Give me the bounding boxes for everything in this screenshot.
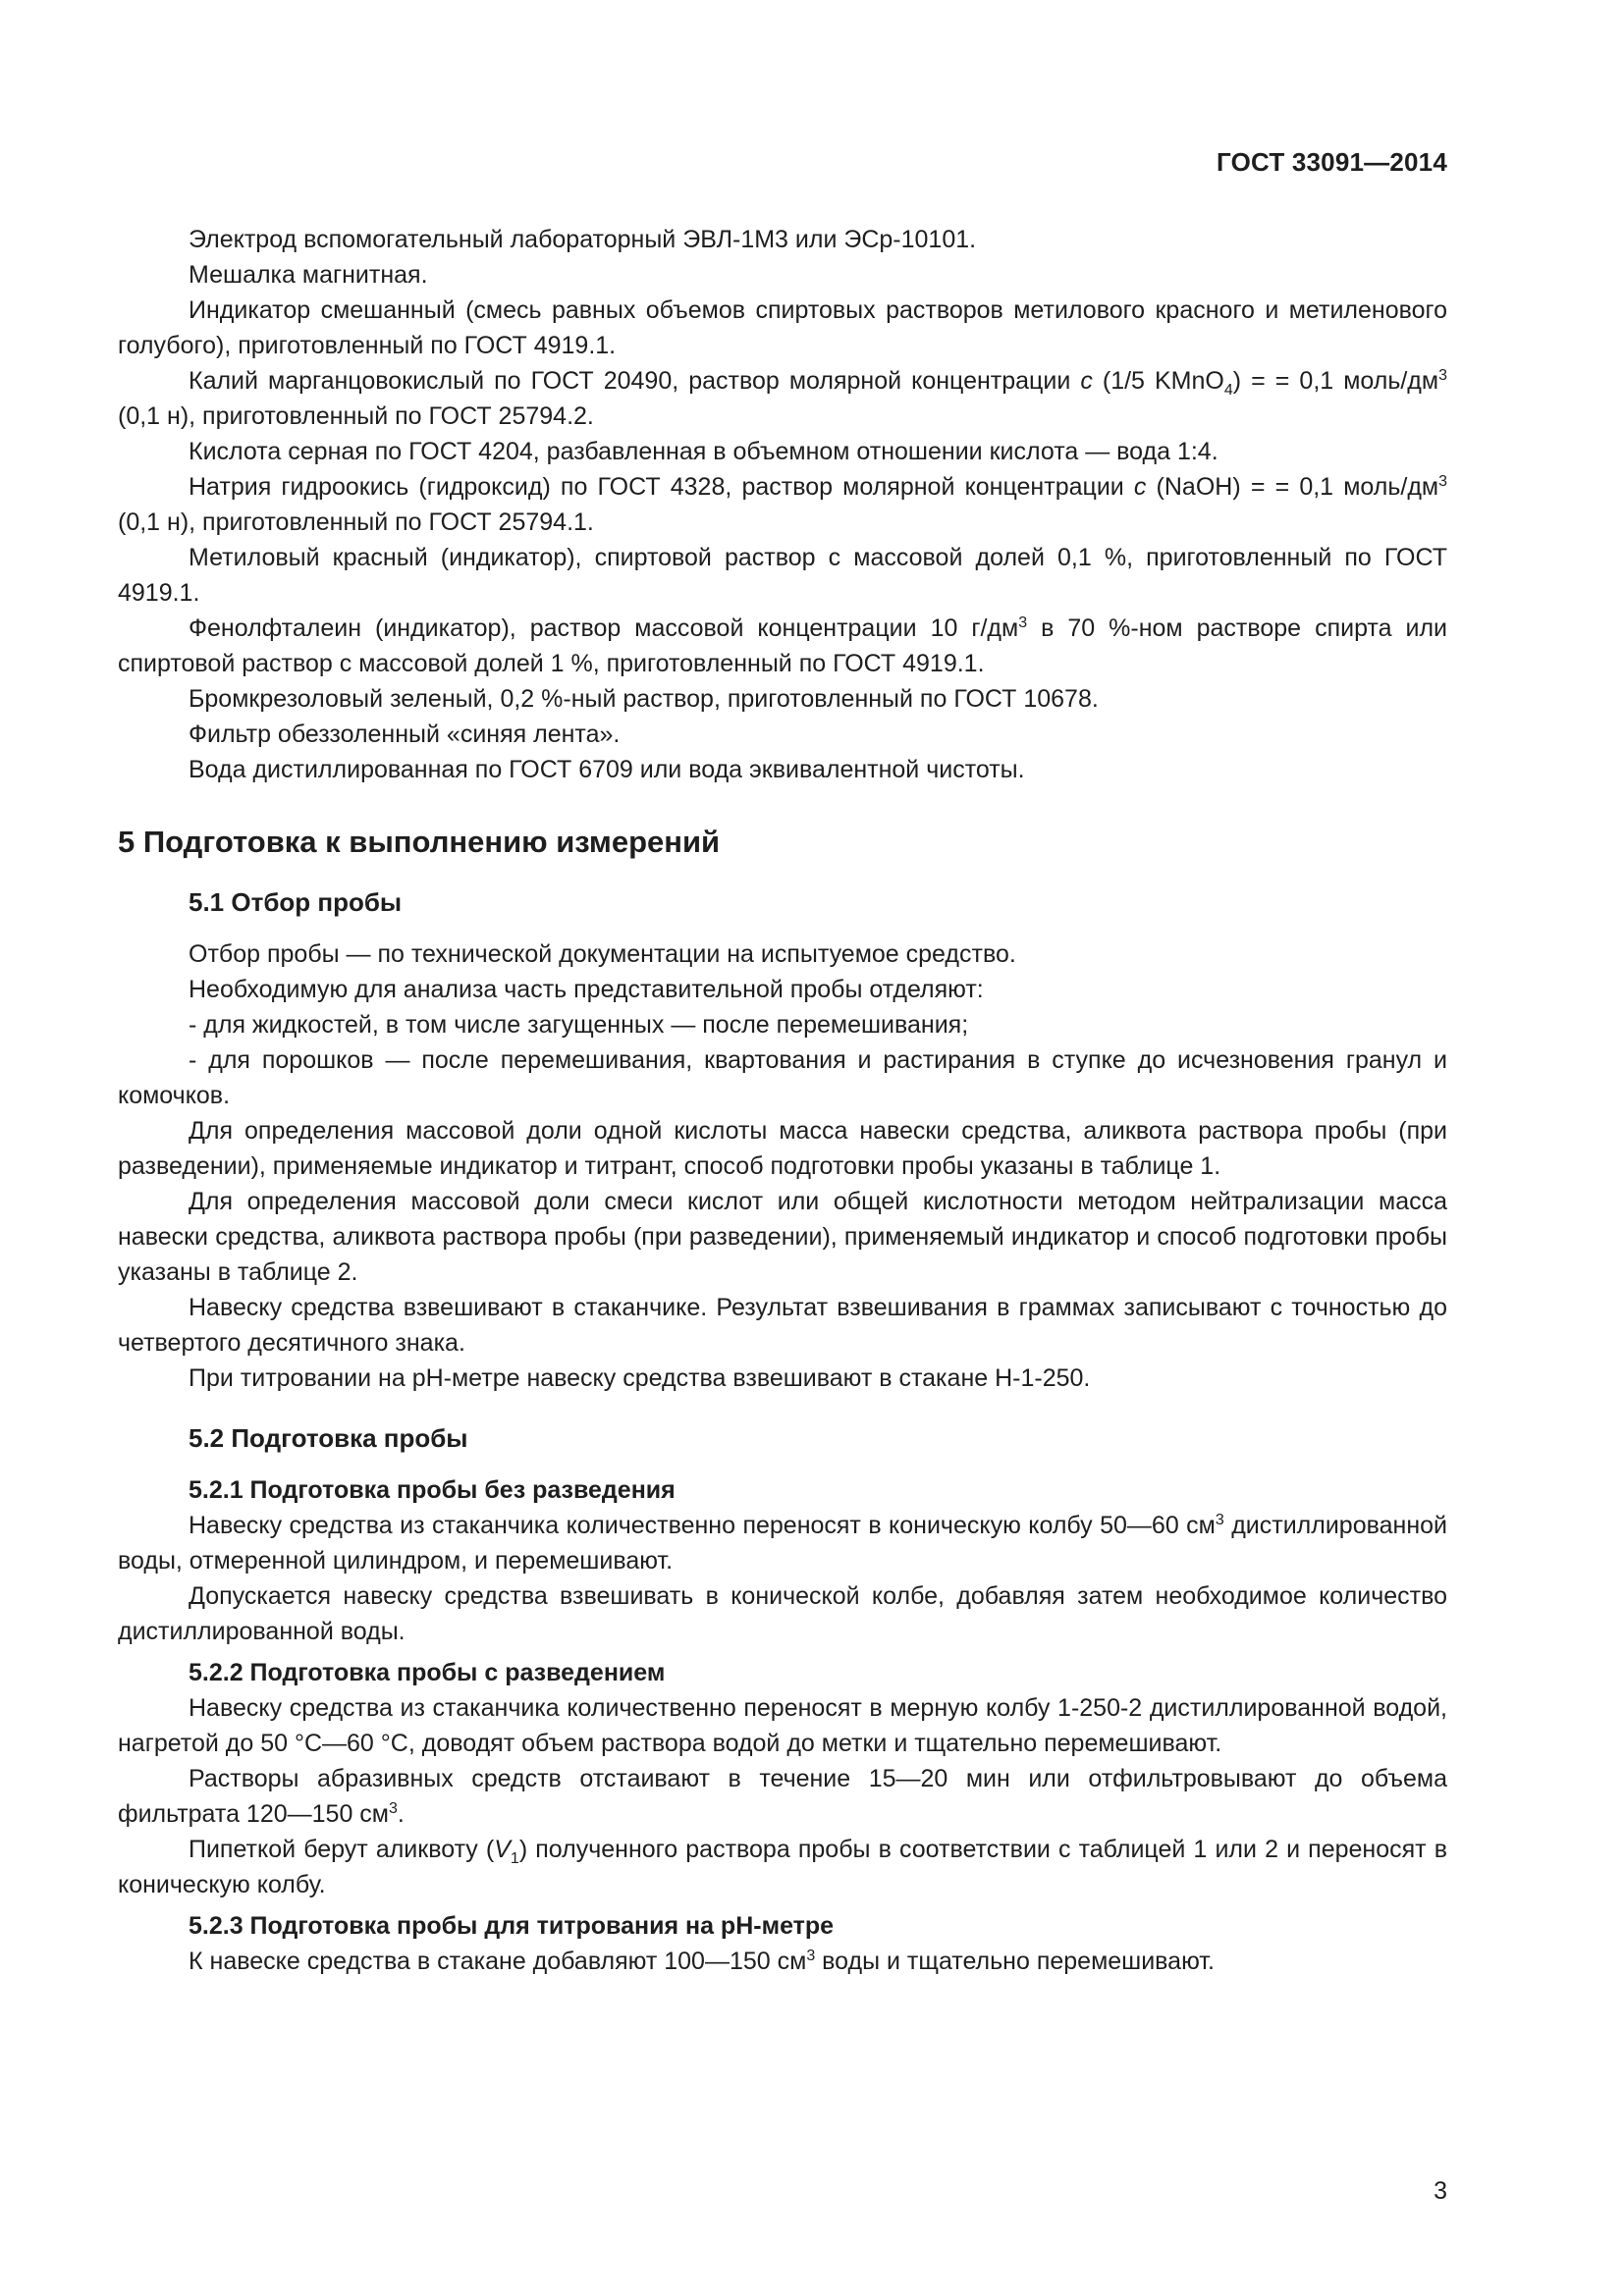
superscript: 3 — [806, 1948, 816, 1964]
paragraph: Для определения массовой доли одной кислоты масса навески средства, аликвота раствора пробы (при разведении), применяемые индикатор и титрант, способ подготовки пробы указаны в таблице 1. — [118, 1117, 1447, 1180]
subscript: 1 — [510, 1850, 519, 1867]
text-run: (1/5 KMnO — [1092, 367, 1224, 395]
subscript: 4 — [1223, 382, 1233, 399]
paragraph: Навеску средства из стаканчика количественно переносят в мерную колбу 1-250-2 дистиллированной водой, нагретой до 50 °С—60 °С, доводят объем раствора водой до метки и тщательно перемешивают. — [118, 1694, 1447, 1757]
text-run: ) полученного раствора пробы в соответствии с таблицей 1 или 2 и переносят в коническую колбу. — [118, 1836, 1447, 1898]
text-run: в 70 %-ном растворе спирта или спиртовой раствор с массовой долей 1 %, приготовленный по ГОСТ 4919.1. — [118, 614, 1447, 677]
superscript: 3 — [1438, 367, 1447, 384]
paragraph: Бромкрезоловый зеленый, 0,2 %-ный раствор, приготовленный по ГОСТ 10678. — [189, 685, 1099, 713]
paragraph: Допускается навеску средства взвешивать в конической колбе, добавляя затем необходимое количество дистиллированной воды. — [118, 1582, 1447, 1645]
superscript: 3 — [388, 1800, 398, 1817]
paragraph: Отбор пробы — по технической документации на испытуемое средство. — [189, 940, 1016, 968]
text-run: К навеске средства в стакане добавляют 100—150 см — [189, 1948, 807, 1975]
paragraph: Мешалка магнитная. — [189, 261, 428, 289]
list-item: - для порошков — после перемешивания, квартования и растирания в ступке до исчезновения гранул и комочков. — [118, 1046, 1447, 1109]
italic-symbol: с — [1080, 367, 1093, 395]
paragraph: Для определения массовой доли смеси кислот или общей кислотности методом нейтрализации масса навески средства, аликвота раствора пробы (при разведении), применяемый индикатор и способ подготовки пробы указаны в таблице 2. — [118, 1188, 1447, 1286]
paragraph — [118, 1761, 1447, 1832]
paragraph — [118, 611, 1447, 681]
subsection-heading-5-2-2: 5.2.2 Подготовка пробы с разведением — [189, 1659, 666, 1686]
text-run: воды и тщательно перемешивают. — [815, 1948, 1215, 1975]
superscript: 3 — [1438, 473, 1447, 490]
subsection-heading-5-2: 5.2 Подготовка пробы — [189, 1423, 468, 1453]
text-run: (0,1 н), приготовленный по ГОСТ 25794.1. — [118, 508, 594, 536]
italic-symbol: V — [494, 1836, 511, 1863]
paragraph: При титровании на рН-метре навеску средства взвешивают в стакане Н-1-250. — [189, 1364, 1091, 1392]
document-id-header: ГОСТ 33091—2014 — [1217, 147, 1447, 177]
paragraph: Кислота серная по ГОСТ 4204, разбавленная в объемном отношении кислота — вода 1:4. — [189, 438, 1218, 465]
paragraph — [118, 1944, 1447, 1979]
paragraph: Электрод вспомогательный лабораторный ЭВЛ-1М3 или ЭСр-10101. — [189, 226, 977, 253]
text-run: (0,1 н), приготовленный по ГОСТ 25794.2. — [118, 402, 594, 430]
text-run: дистиллированной воды, отмеренной цилиндром, и перемешивают. — [118, 1512, 1447, 1575]
text-run: Натрия гидроокись (гидроксид) по ГОСТ 4328, раствор молярной концентрации — [189, 473, 1134, 501]
text-run: Фенолфталеин (индикатор), раствор массовой концентрации 10 г/дм — [189, 614, 1019, 642]
italic-symbol: с — [1133, 473, 1147, 501]
page-number: 3 — [1434, 2177, 1447, 2205]
superscript: 3 — [1215, 1512, 1224, 1528]
subsection-heading-5-2-1: 5.2.1 Подготовка пробы без разведения — [189, 1476, 676, 1504]
text-run: Калий марганцовокислый по ГОСТ 20490, раствор молярной концентрации — [189, 367, 1081, 395]
paragraph: Вода дистиллированная по ГОСТ 6709 или вода эквивалентной чистоты. — [189, 756, 1025, 783]
subsection-heading-5-1: 5.1 Отбор пробы — [189, 887, 403, 917]
paragraph: Индикатор смешанный (смесь равных объемов спиртовых растворов метилового красного и метиленового голубого), приготовленный по ГОСТ 4919.1. — [118, 296, 1447, 359]
paragraph: Необходимую для анализа часть представительной пробы отделяют: — [189, 976, 984, 1003]
document-body — [118, 222, 1447, 1979]
text-run: (NaOH) = = 0,1 моль/дм — [1146, 473, 1439, 501]
paragraph: Метиловый красный (индикатор), спиртовой раствор с массовой долей 0,1 %, приготовленный по ГОСТ 4919.1. — [118, 544, 1447, 607]
paragraph — [118, 363, 1447, 434]
text-run: Растворы абразивных средств отстаивают в течение 15—20 мин или отфильтровывают до объема фильтрата 120—150 см — [118, 1765, 1447, 1828]
text-run: Навеску средства из стаканчика количественно переносят в коническую колбу 50—60 см — [189, 1512, 1216, 1539]
paragraph — [118, 1508, 1447, 1578]
subsection-heading-5-2-3: 5.2.3 Подготовка пробы для титрования на рН-метре — [189, 1912, 835, 1940]
superscript: 3 — [1018, 614, 1028, 631]
paragraph — [118, 469, 1447, 540]
paragraph — [118, 1832, 1447, 1902]
paragraph: Навеску средства взвешивают в стаканчике. Результат взвешивания в граммах записывают с точностью до четвертого десятичного знака. — [118, 1294, 1447, 1357]
paragraph: Фильтр обеззоленный «синяя лента». — [189, 721, 621, 748]
text-run: ) = = 0,1 моль/дм — [1232, 367, 1439, 395]
text-run: . — [397, 1800, 405, 1828]
text-run: Пипеткой берут аликвоту ( — [189, 1836, 495, 1863]
section-heading-5: 5 Подготовка к выполнению измерений — [118, 825, 721, 859]
list-item: - для жидкостей, в том числе загущенных — после перемешивания; — [189, 1011, 969, 1039]
